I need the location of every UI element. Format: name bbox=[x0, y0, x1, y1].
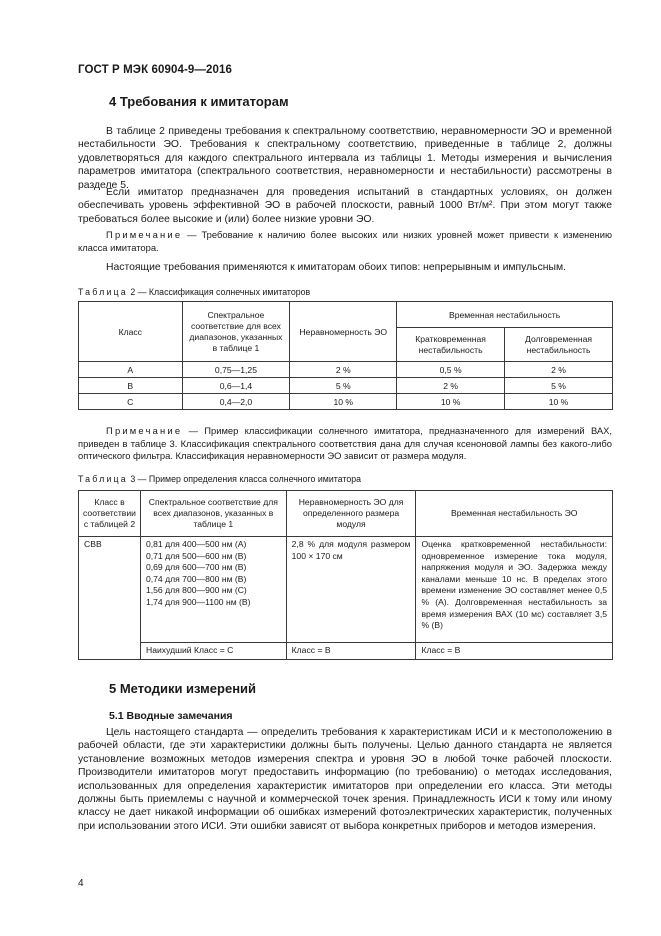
table-2-caption-text: 2 — Классификация солнечных имитаторов bbox=[127, 287, 311, 297]
table-row bbox=[79, 378, 613, 394]
table-row bbox=[79, 643, 613, 660]
table-2-cell-long-term: 10 % bbox=[505, 394, 613, 410]
section-4-paragraph-3: Настоящие требования применяются к имитаторам обоих типов: непрерывным и импульсным. bbox=[106, 262, 567, 273]
note-2-text: — Пример классификации солнечного имитатора, предназначенного для измерений ВАХ, приведен в таблице 3. Классификация спектрального соответствия дана для случая ксеноновой лампы без какого-либо оптического фильтра. Классификация неравномерности ЭО зависит от размера модуля. bbox=[78, 425, 612, 462]
table-2-header-temporal: Временная нестабильность bbox=[397, 302, 613, 328]
table-2-cell-class: C bbox=[79, 394, 183, 410]
table-2-cell-spectral: 0,4—2,0 bbox=[182, 394, 290, 410]
spectral-line: 0,74 для 700—800 нм (В) bbox=[145, 573, 247, 584]
table-3-caption-label: Таблица bbox=[78, 474, 128, 484]
table-3-footer-empty-cell bbox=[79, 643, 141, 660]
document-code-header: ГОСТ Р МЭК 60904-9—2016 bbox=[78, 64, 232, 76]
note-1-text: — Требование к наличию более высоких или низких уровней может привести к изменению класса имитатора. bbox=[78, 229, 612, 253]
table-3 bbox=[78, 490, 613, 660]
table-3-cell-class: CBB bbox=[79, 537, 141, 643]
spectral-line: 0,71 для 500—600 нм (В) bbox=[145, 550, 247, 561]
table-2-cell-nonuniformity: 5 % bbox=[290, 378, 397, 394]
table-2-cell-long-term: 2 % bbox=[505, 362, 613, 378]
section-5-paragraph-1: Цель настоящего стандарта — определить требования к характеристикам ИСИ и к местоположению в рабочей области, где эти характеристики должны быть получены. Целью данного стандарта не является установление возможных методов измерения спектра и уровня ЭО в любой точке рабочей плоскости. Производители имитаторов могут предоставить информацию (по требованию) о методах исследования, использованных для определения характеристик имитаторов при определении его класса. Эти методы должны быть приемлемы с научной и коммерческой точек зрения. Принадлежность ИСИ к тому или иному классу не дает никакой информации об ошибках измерений фотоэлектрических характеристик, полученных при использовании этого ИСИ. Эти ошибки зависят от выбора конкретных приборов и методов измерения. bbox=[78, 727, 612, 832]
table-2-cell-short-term: 0,5 % bbox=[397, 362, 505, 378]
spectral-line: 0,69 для 600—700 нм (В) bbox=[145, 562, 247, 573]
table-3-footer-temporal: Класс = B bbox=[416, 643, 613, 660]
table-3-caption bbox=[78, 474, 361, 484]
section-4-paragraph-1: В таблице 2 приведены требования к спектральному соответствию, неравномерности ЭО и временной нестабильности ЭО. Требования к спектральному соответствию, приведенные в таблице 2, должны удовлетворяться для каждого спектрального интервала из таблицы 1. Методы измерения и вычисления параметров имитатора (спектрального соответствия, неравномерности и нестабильности) рассмотрены в разделе 5. bbox=[78, 126, 612, 191]
table-2-header-class: Класс bbox=[79, 302, 183, 362]
table-3-caption-text: 3 — Пример определения класса солнечного имитатора bbox=[127, 474, 362, 484]
note-2-label: Примечание bbox=[106, 425, 183, 436]
table-3-header-nonuniformity: Неравномерность ЭО для определенного размера модуля bbox=[286, 491, 416, 537]
section-5-title: 5 Методики измерений bbox=[109, 681, 257, 696]
table-2-cell-nonuniformity: 10 % bbox=[290, 394, 397, 410]
table-3-cell-spectral bbox=[140, 537, 286, 643]
table-2-cell-class: A bbox=[79, 362, 183, 378]
table-2-caption-label: Таблица bbox=[78, 287, 128, 297]
table-3-header-temporal: Временная нестабильность ЭО bbox=[416, 491, 613, 537]
page-number: 4 bbox=[78, 878, 84, 889]
table-2-cell-spectral: 0,6—1,4 bbox=[182, 378, 290, 394]
table-row bbox=[79, 362, 613, 378]
table-2-cell-spectral: 0,75—1,25 bbox=[182, 362, 290, 378]
table-3-cell-nonuniformity: 2,8 % для модуля размером 100 × 170 см bbox=[286, 537, 416, 643]
section-4-title: 4 Требования к имитаторам bbox=[109, 94, 289, 109]
table-2-caption bbox=[78, 287, 310, 297]
table-row bbox=[79, 394, 613, 410]
table-2 bbox=[78, 301, 613, 410]
spectral-line: 0,81 для 400—500 нм (А) bbox=[145, 539, 247, 549]
table-3-header-class: Класс в соответствии с таблицей 2 bbox=[79, 491, 141, 537]
note-1 bbox=[78, 229, 612, 254]
table-3-header-spectral: Спектральное соответствие для всех диапазонов, указанных в таблице 1 bbox=[140, 491, 286, 537]
table-2-header-spectral: Спектральное соответствие для всех диапазонов, указанных в таблице 1 bbox=[182, 302, 290, 362]
table-row bbox=[79, 537, 613, 643]
note-1-label: Примечание bbox=[106, 229, 183, 240]
section-4-paragraph-2: Если имитатор предназначен для проведения испытаний в стандартных условиях, он должен обеспечивать уровень эффективной ЭО в рабочей плоскости, равный 1000 Вт/м². При этом могут также требоваться более высокие и (или) более низкие уровни ЭО. bbox=[78, 187, 612, 225]
table-2-header-nonuniformity: Неравномерность ЭО bbox=[290, 302, 397, 362]
table-2-cell-nonuniformity: 2 % bbox=[290, 362, 397, 378]
table-3-cell-temporal: Оценка кратковременной нестабильности: одновременное измерение тока модуля, напряжения модуля и ЭО. Задержка между каналами меньше 10 нс. В пределах этого времени изменение ЭО составляет менее 0,5 % (А). Долговременная нестабильность за время измерения ВАХ (10 мс) составляет 3,5 % (В) bbox=[416, 537, 613, 643]
spectral-line: 1,74 для 900—1100 нм (В) bbox=[145, 596, 251, 607]
table-2-cell-short-term: 2 % bbox=[397, 378, 505, 394]
note-2 bbox=[78, 425, 612, 463]
table-3-footer-nonuniformity: Класс = B bbox=[286, 643, 416, 660]
section-5-1-title: 5.1 Вводные замечания bbox=[109, 710, 233, 722]
spectral-line: 1,56 для 800—900 нм (С) bbox=[145, 585, 247, 596]
table-2-cell-long-term: 5 % bbox=[505, 378, 613, 394]
table-2-cell-class: B bbox=[79, 378, 183, 394]
table-2-header-short-term: Кратковременная нестабильность bbox=[397, 328, 505, 362]
table-3-footer-spectral: Наихудший Класс = С bbox=[140, 643, 286, 660]
table-2-header-long-term: Долговременная нестабильность bbox=[505, 328, 613, 362]
table-2-cell-short-term: 10 % bbox=[397, 394, 505, 410]
